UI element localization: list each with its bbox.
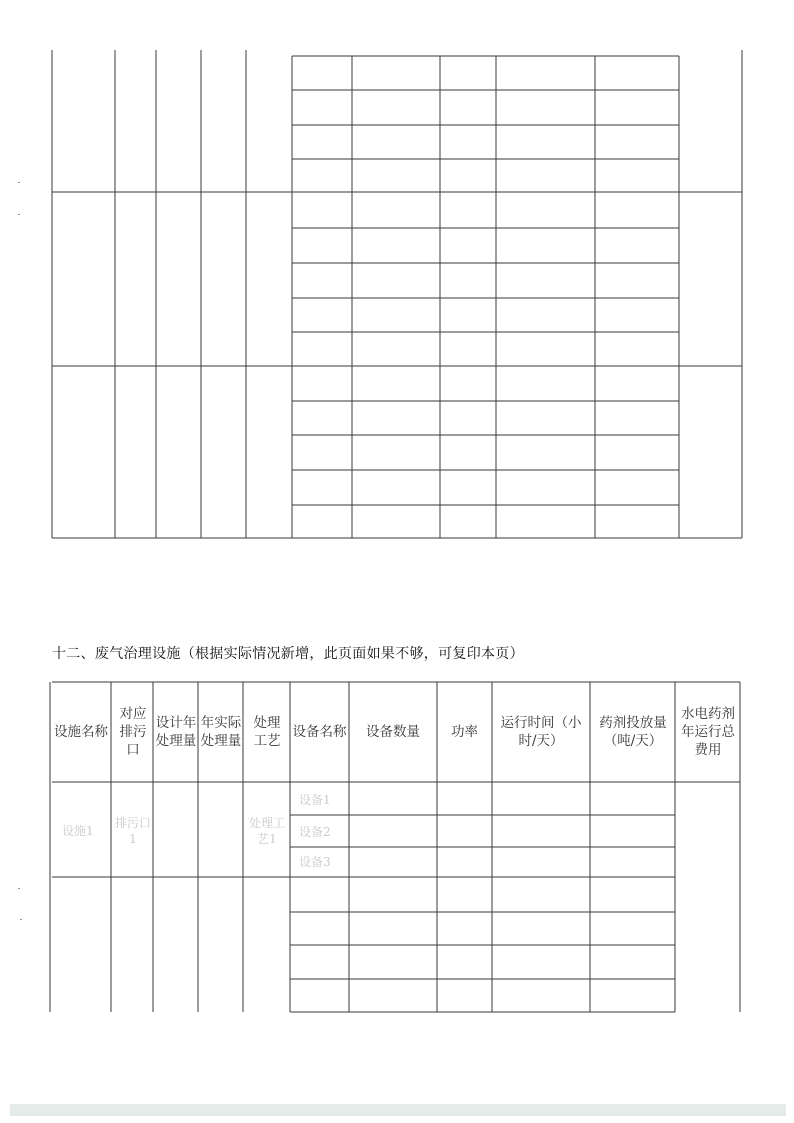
header-annual-cost: 水电药剂年运行总费用 bbox=[681, 706, 735, 758]
header-outlet: 对应排污口 bbox=[119, 706, 147, 758]
header-design-capacity: 设计年处理量 bbox=[155, 715, 197, 749]
header-equipment-qty: 设备数量 bbox=[366, 724, 420, 740]
scan-speck bbox=[18, 182, 20, 183]
faint-equipment-1: 设备1 bbox=[299, 793, 331, 807]
header-actual-capacity: 年实际处理量 bbox=[200, 715, 242, 749]
faint-outlet-label: 排污口1 bbox=[114, 816, 151, 846]
scan-bottom-bar bbox=[10, 1104, 786, 1116]
faint-equipment-2: 设备2 bbox=[299, 825, 331, 839]
header-equipment-name: 设备名称 bbox=[292, 724, 347, 740]
header-dosage: 药剂投放量（吨/天） bbox=[599, 715, 667, 749]
scan-speck bbox=[18, 888, 20, 889]
scan-speck bbox=[20, 919, 22, 920]
section-heading: 十二、废气治理设施（根据实际情况新增，此页面如果不够，可复印本页） bbox=[52, 646, 524, 662]
faint-facility-label: 设施1 bbox=[62, 824, 94, 838]
header-run-time: 运行时间（小时/天） bbox=[500, 715, 582, 749]
header-facility-name: 设施名称 bbox=[54, 724, 108, 740]
scan-speck bbox=[18, 214, 20, 215]
faint-equipment-3: 设备3 bbox=[299, 855, 331, 869]
header-process: 处理工艺 bbox=[253, 715, 281, 749]
header-power: 功率 bbox=[451, 724, 478, 740]
faint-process-label: 处理工艺1 bbox=[248, 816, 285, 846]
